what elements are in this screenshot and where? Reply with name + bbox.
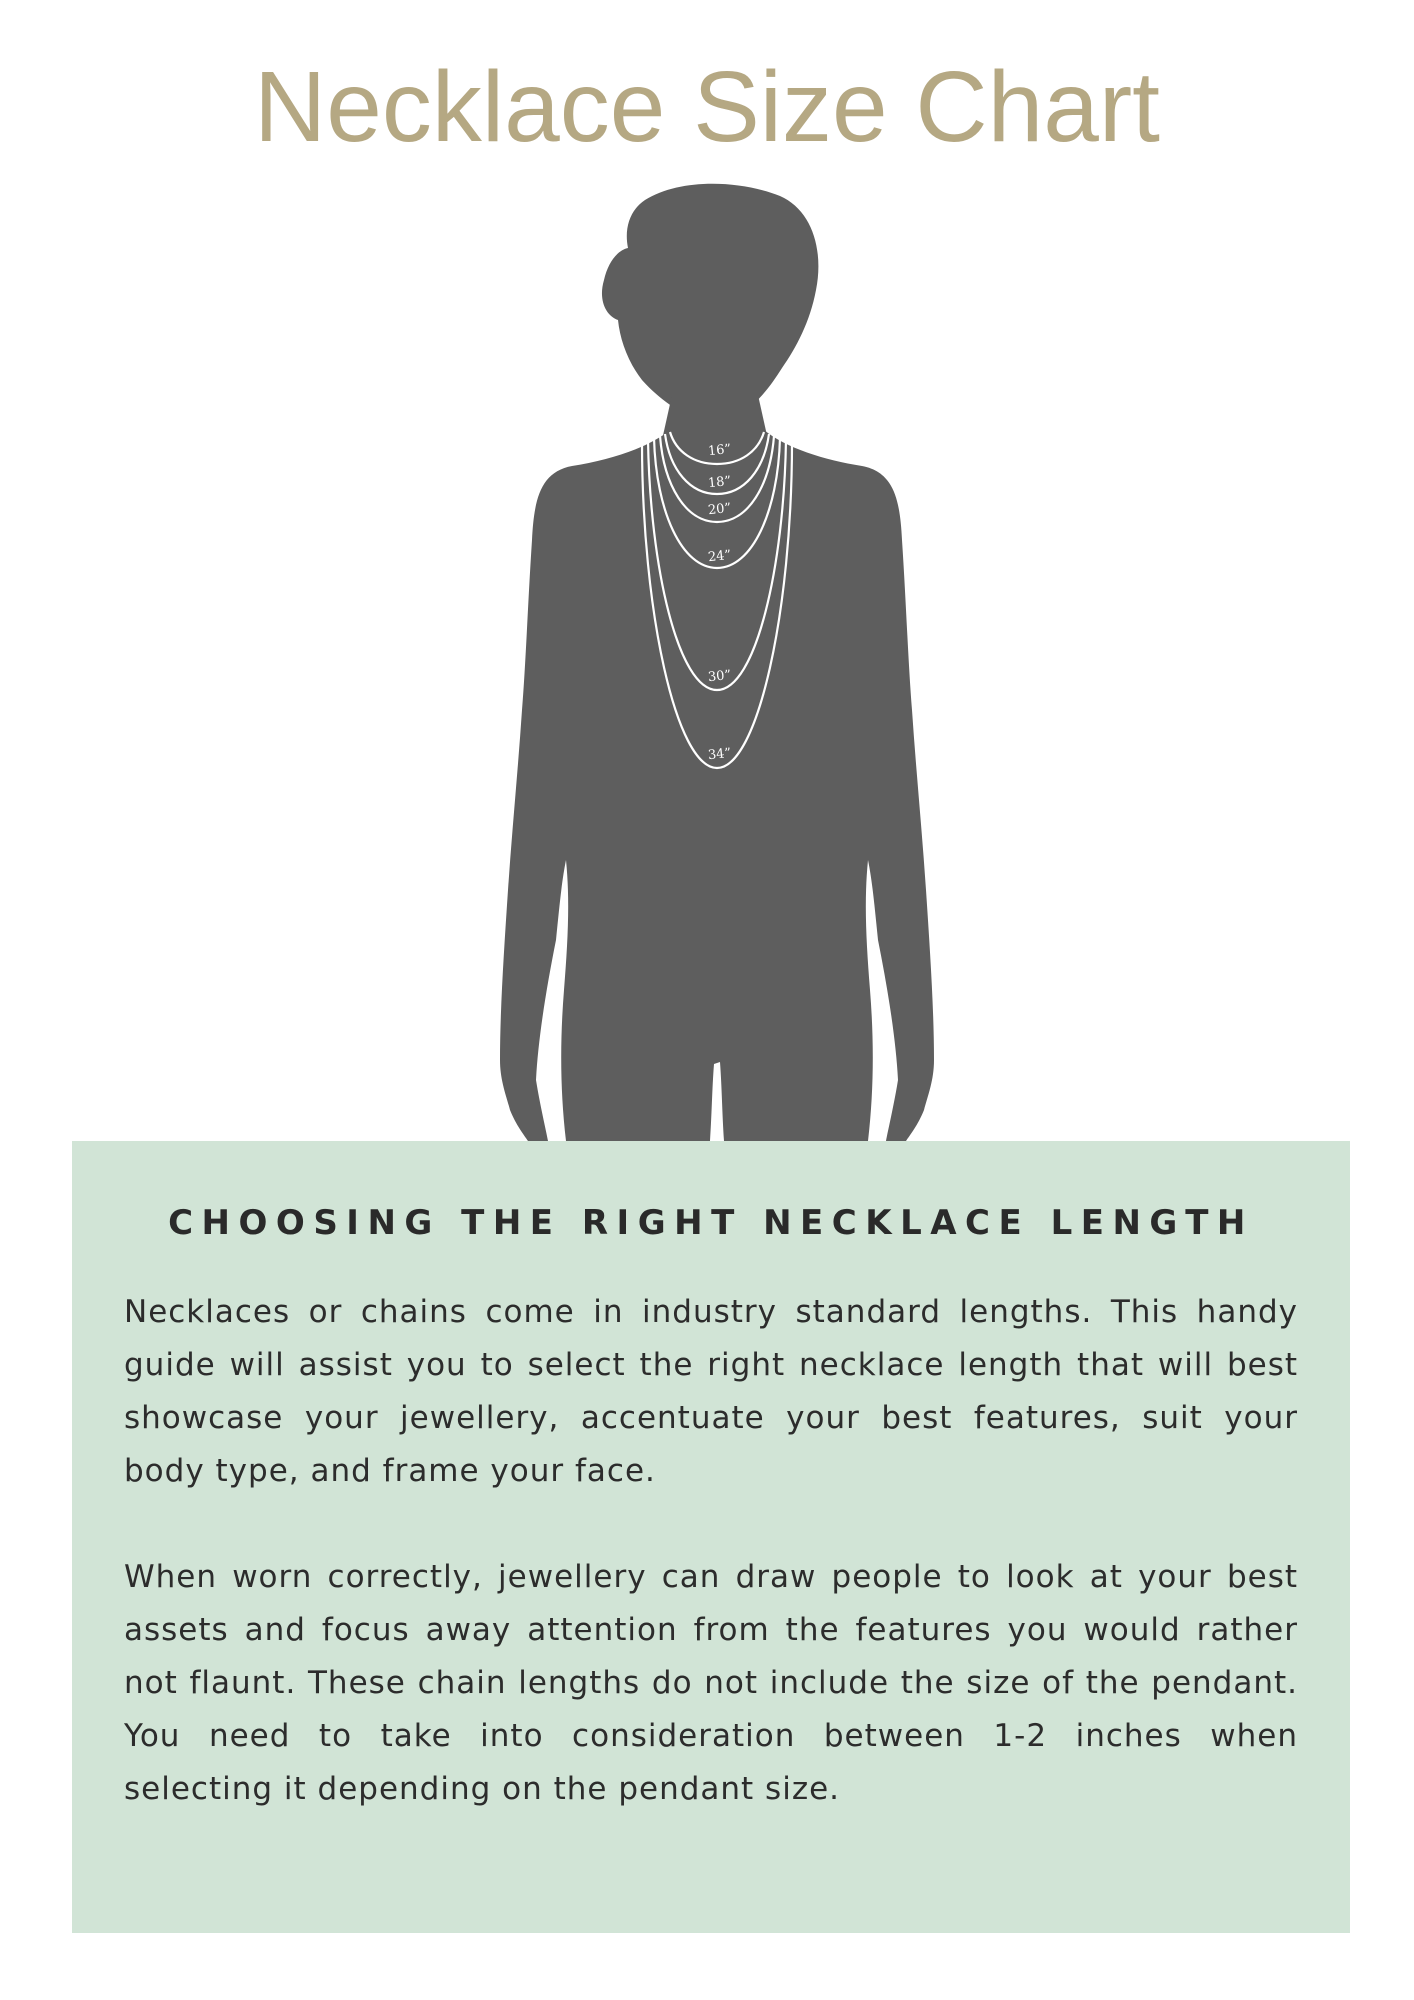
silhouette-illustration	[0, 170, 1414, 1150]
intro-paragraph: Necklaces or chains come in industry standard lengths. This handy guide will assist you to select the right necklace length that will best showcase your jewellery, accentuate your best features, suit your body type, and frame your face.	[124, 1294, 1298, 1489]
advice-paragraph: When worn correctly, jewellery can draw people to look at your best assets and focus away attention from the features you would rather not flaunt. These chain lengths do not include the size of the pendant. You need to take into consideration between 1-2 inches when selecting it depending on the pendant size.	[124, 1559, 1298, 1807]
length-label-24: 24”	[707, 547, 732, 566]
info-panel	[72, 1141, 1350, 1933]
page-title: Necklace Size Chart	[254, 51, 1160, 163]
length-label-34: 34”	[707, 745, 732, 764]
silhouette-head	[602, 184, 818, 422]
length-label-18: 18”	[707, 473, 732, 492]
length-label-16: 16”	[707, 441, 732, 460]
length-label-20: 20”	[707, 500, 732, 519]
necklace-size-figure	[0, 170, 1414, 1150]
section-heading: CHOOSING THE RIGHT NECKLACE LENGTH	[168, 1203, 1254, 1243]
silhouette-body	[500, 430, 934, 1141]
length-label-30: 30”	[707, 667, 732, 686]
